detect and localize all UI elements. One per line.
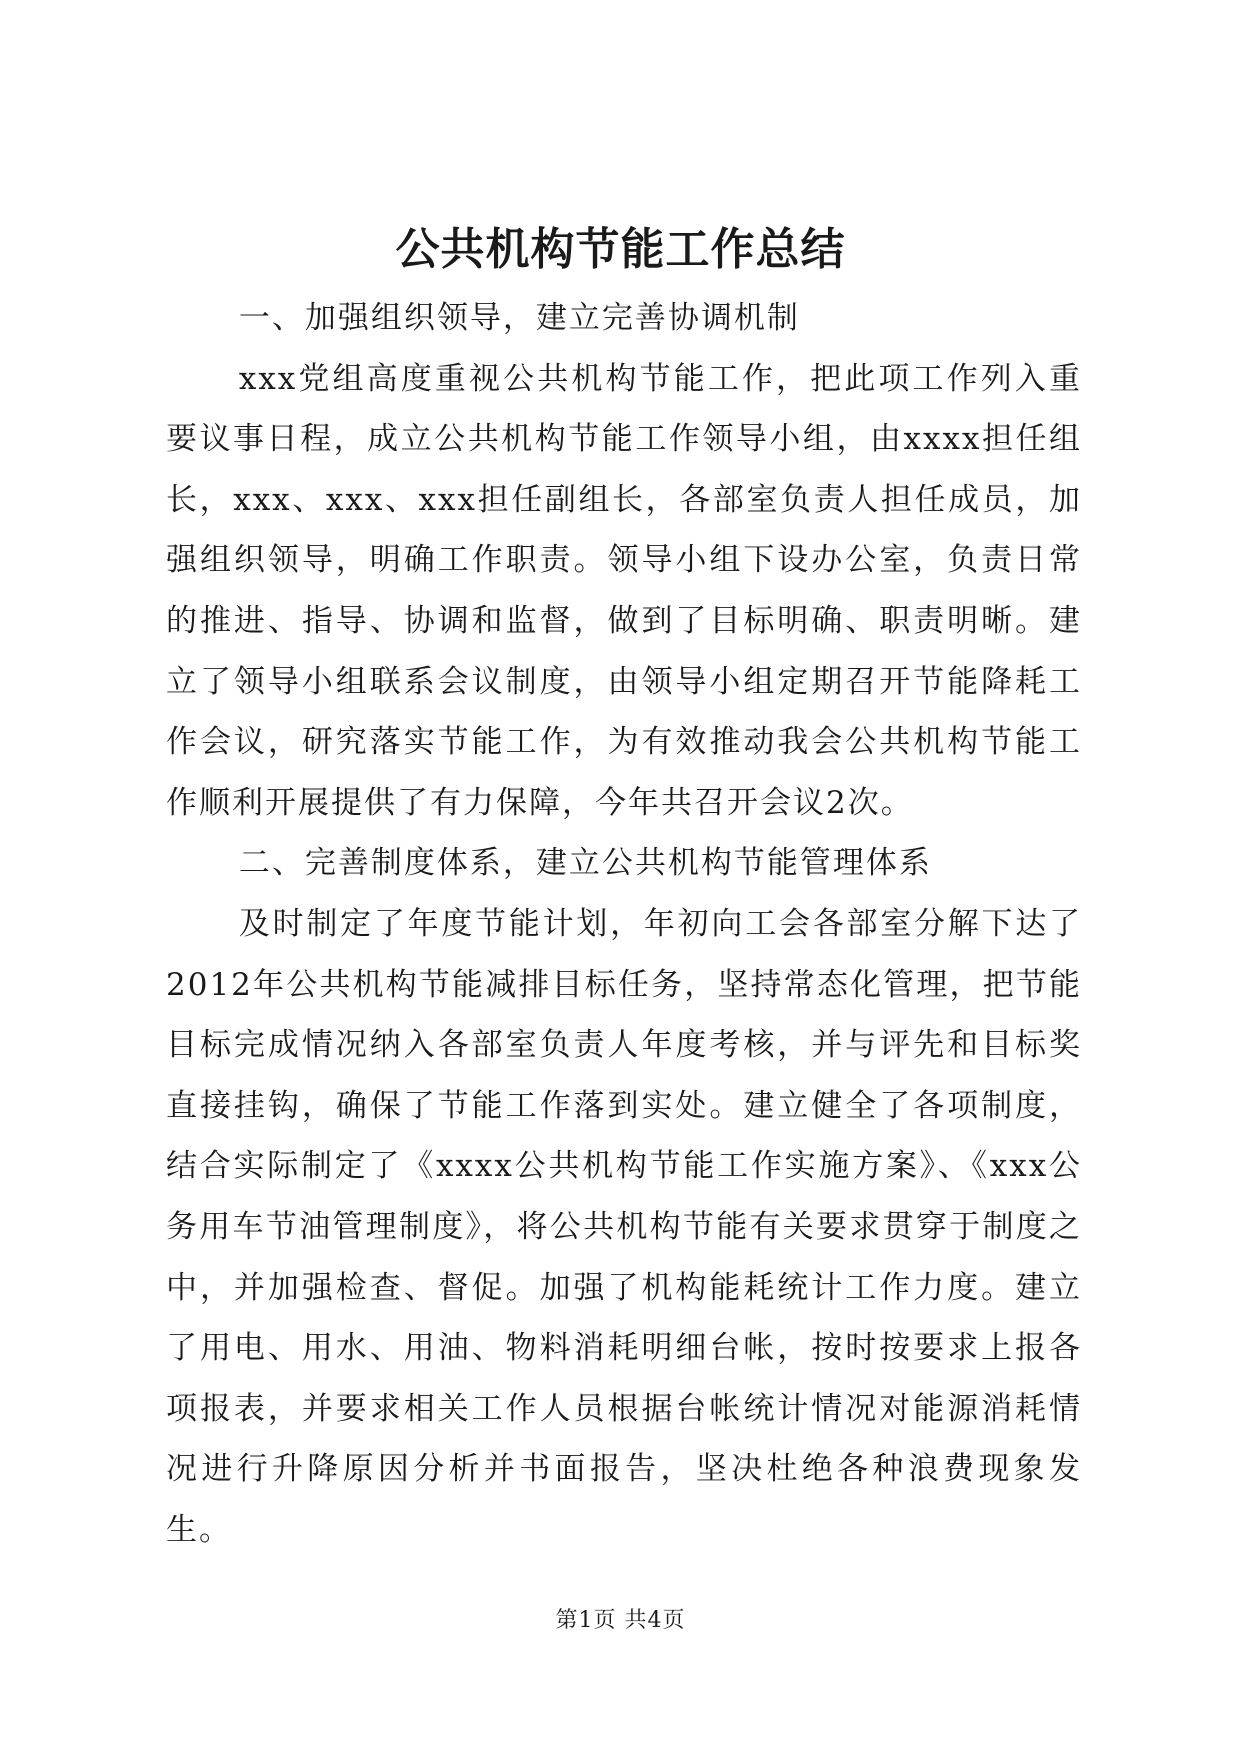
document-body xyxy=(166,288,1082,1560)
section-heading-2: 二、完善制度体系，建立公共机构节能管理体系 xyxy=(238,845,932,882)
paragraph-1: xxx党组高度重视公共机构节能工作，把此项工作列入重要议事日程，成立公共机构节能工作领导小组，由xxxx担任组长，xxx、xxx、xxx担任副组长，各部室负责人担任成员，加强组织领导，明确工作职责。领导小组下设办公室，负责日常的推进、指导、协调和监督，做到了目标明确、职责明晰。建立了领导小组联系会议制度，由领导小组定期召开节能降耗工作会议，研究落实节能工作，为有效推动我会公共机构节能工作顺利开展提供了有力保障，今年共召开会议2次。 xyxy=(166,360,1082,821)
section-heading-1: 一、加强组织领导，建立完善协调机制 xyxy=(238,300,800,336)
page-number-footer: 第1页 共4页 xyxy=(555,1608,686,1633)
document-title: 公共机构节能工作总结 xyxy=(395,224,846,275)
paragraph-2: 及时制定了年度节能计划，年初向工会各部室分解下达了2012年公共机构节能减排目标任务，坚持常态化管理，把节能目标完成情况纳入各部室负责人年度考核，并与评先和目标奖直接挂钩，确保了节能工作落到实处。建立健全了各项制度，结合实际制定了《xxxx公共机构节能工作实施方案》、《xxx公务用车节油管理制度》，将公共机构节能有关要求贯穿于制度之中，并加强检查、督促。加强了机构能耗统计工作力度。建立了用电、用水、用油、物料消耗明细台帐，按时按要求上报各项报表，并要求相关工作人员根据台帐统计情况对能源消耗情况进行升降原因分析并书面报告，坚决杜绝各种浪费现象发生。 xyxy=(166,905,1082,1548)
